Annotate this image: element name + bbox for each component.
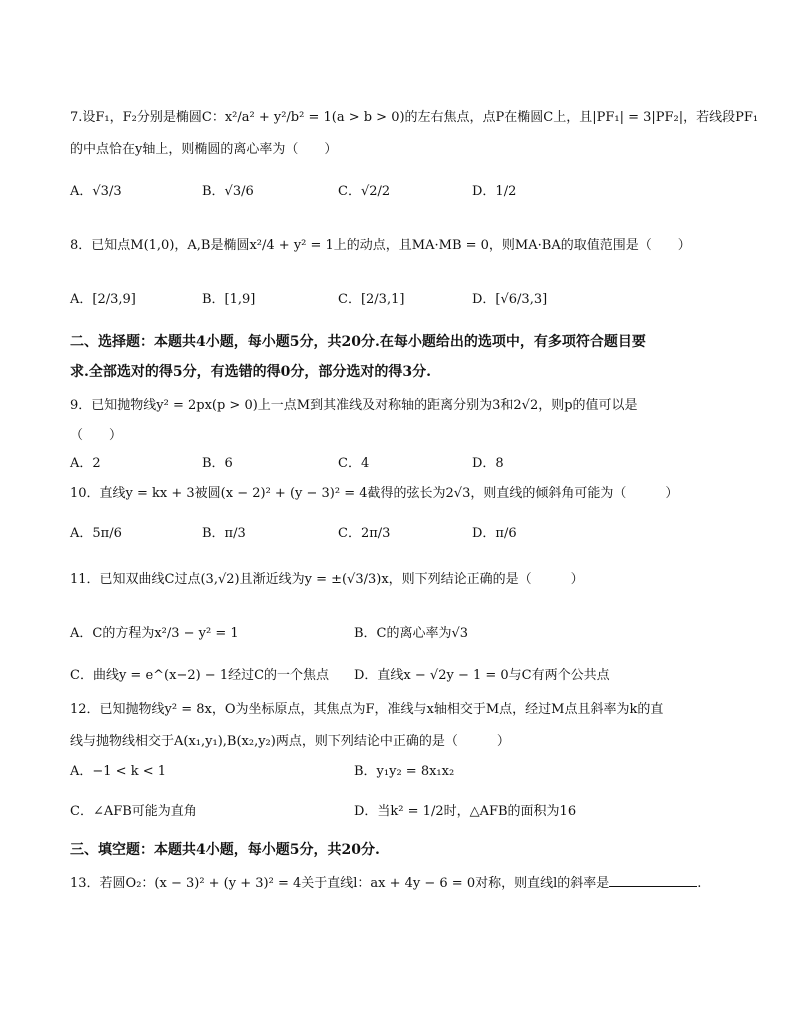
q10-option-a: A．5π/6: [70, 526, 122, 541]
question-13-line-1: [70, 872, 701, 894]
question-9-line-2: （ ）: [70, 428, 123, 443]
q10-option-b: B．π/3: [202, 526, 246, 541]
question-7-line-2: 的中点恰在y轴上，则椭圆的离心率为（ ）: [70, 142, 338, 157]
q8-option-a: A．[2/3,9]: [70, 292, 136, 307]
q12-option-b: B．y₁y₂ = 8x₁x₂: [354, 764, 455, 779]
q9-option-d: D．8: [472, 456, 504, 471]
question-11-line-1: 11．已知双曲线C过点(3,√2)且渐近线为y = ±(√3/3)x，则下列结论正确的是（ ）: [70, 572, 584, 587]
q12-option-d: D．当k² = 1/2时，△AFB的面积为16: [354, 804, 577, 819]
q11-option-a: A．C的方程为x²/3 − y² = 1: [70, 626, 239, 641]
q9-option-a: A．2: [70, 456, 101, 471]
q9-option-b: B．6: [202, 456, 233, 471]
question-10-line-1: 10．直线y = kx + 3被圆(x − 2)² + (y − 3)² = 4截得的弦长为2√3，则直线的倾斜角可能为（ ）: [70, 486, 679, 501]
q11-option-d: D．直线x − √2y − 1 = 0与C有两个公共点: [354, 668, 610, 683]
q8-option-b: B．[1,9]: [202, 292, 256, 307]
q7-option-a: A．√3/3: [70, 184, 122, 199]
section-2-heading-line-2: 求.全部选对的得5分，有选错的得0分，部分选对的得3分.: [70, 364, 431, 380]
question-12-line-1: 12．已知抛物线y² = 8x，O为坐标原点，其焦点为F，准线与x轴相交于M点，经过M点且斜率为k的直: [70, 702, 664, 717]
q7-option-d: D．1/2: [472, 184, 517, 199]
q11-option-c: C．曲线y = e^(x−2) − 1经过C的一个焦点: [70, 668, 330, 683]
q12-option-a: A．−1 < k < 1: [70, 764, 167, 779]
question-8-line-1: 8．已知点M(1,0)，A,B是椭圆x²/4 + y² = 1上的动点，且MA·MB = 0，则MA·BA的取值范围是（ ）: [70, 238, 691, 253]
q9-option-c: C．4: [338, 456, 370, 471]
question-13-text: 13．若圆O₂：(x − 3)² + (y + 3)² = 4关于直线l：ax + 4y − 6 = 0对称，则直线l的斜率是: [70, 876, 610, 891]
q7-option-c: C．√2/2: [338, 184, 391, 199]
q8-option-c: C．[2/3,1]: [338, 292, 405, 307]
q12-option-c: C．∠AFB可能为直角: [70, 804, 197, 819]
question-13-end: .: [697, 876, 702, 891]
answer-blank[interactable]: [609, 872, 697, 887]
question-9-line-1: 9．已知抛物线y² = 2px(p > 0)上一点M到其准线及对称轴的距离分别为3和2√2，则p的值可以是: [70, 398, 638, 413]
q8-option-d: D．[√6/3,3]: [472, 292, 548, 307]
question-7-line-1: 7.设F₁，F₂分别是椭圆C：x²/a² + y²/b² = 1(a > b > 0)的左右焦点，点P在椭圆C上，且|PF₁| = 3|PF₂|，若线段PF₁: [70, 110, 759, 125]
q11-option-b: B．C的离心率为√3: [354, 626, 469, 641]
question-12-line-2: 线与抛物线相交于A(x₁,y₁),B(x₂,y₂)两点，则下列结论中正确的是（ ）: [70, 734, 510, 749]
q10-option-d: D．π/6: [472, 526, 517, 541]
q7-option-b: B．√3/6: [202, 184, 254, 199]
section-3-heading: 三、填空题：本题共4小题，每小题5分，共20分.: [70, 842, 380, 858]
q10-option-c: C．2π/3: [338, 526, 391, 541]
section-2-heading-line-1: 二、选择题：本题共4小题，每小题5分，共20分.在每小题给出的选项中，有多项符合题目要: [70, 334, 646, 350]
